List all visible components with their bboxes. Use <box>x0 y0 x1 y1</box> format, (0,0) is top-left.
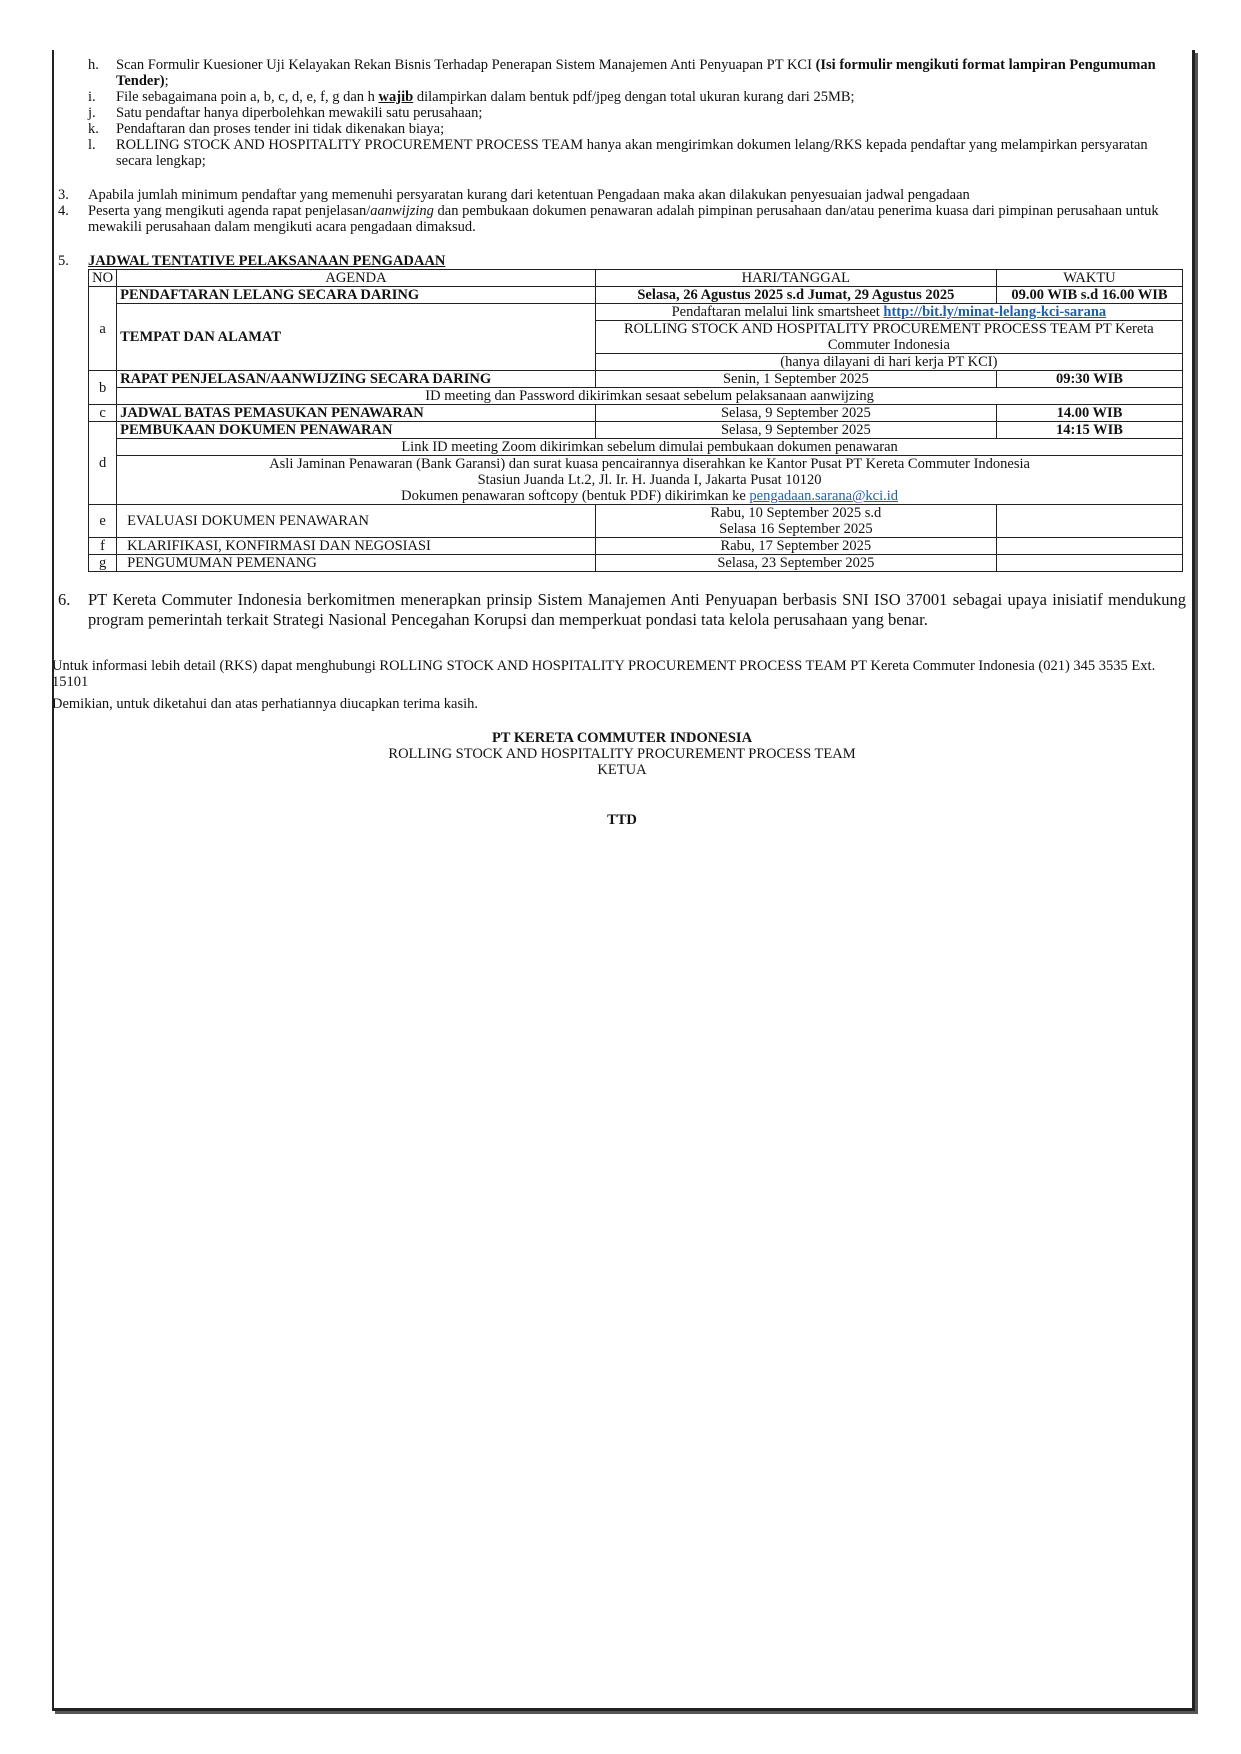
signature-role: KETUA <box>597 762 647 778</box>
row-time <box>996 555 1182 572</box>
table-row <box>89 388 1183 405</box>
item-italic: aanwijzing <box>370 203 434 219</box>
list-suffix: ; <box>164 73 169 89</box>
table-row <box>89 287 1183 304</box>
row-time: 09.00 WIB s.d 16.00 WIB <box>996 287 1182 304</box>
table-row <box>89 439 1183 456</box>
numbered-item-4 <box>58 203 1186 235</box>
header-date: HARI/TANGGAL <box>595 270 996 287</box>
row-date: Selasa, 9 September 2025 <box>595 422 996 439</box>
row-place-note: (hanya dilayani di hari kerja PT KCI) <box>595 354 1182 371</box>
table-row <box>89 456 1183 505</box>
row-time: 09:30 WIB <box>996 371 1182 388</box>
row-agenda: PEMBUKAAN DOKUMEN PENAWARAN <box>117 422 596 439</box>
table-row <box>89 405 1183 422</box>
row-time <box>996 538 1182 555</box>
list-item <box>88 121 1186 137</box>
schedule-title: JADWAL TENTATIVE PELAKSANAAN PENGADAAN <box>88 253 446 269</box>
row-agenda: EVALUASI DOKUMEN PENAWARAN <box>117 505 596 538</box>
list-text: Scan Formulir Kuesioner Uji Kelayakan Rekan Bisnis Terhadap Penerapan Sistem Manajemen Anti Penyuapan PT KCI <box>116 57 816 73</box>
email-link[interactable]: pengadaan.sarana@kci.id <box>749 488 899 504</box>
contact-info: Untuk informasi lebih detail (RKS) dapat menghubungi ROLLING STOCK AND HOSPITALITY PROCUREMENT PROCESS TEAM PT Kereta Commuter Indonesia (021) 345 3535 Ext. 15101 <box>52 658 1156 690</box>
row-place-team: ROLLING STOCK AND HOSPITALITY PROCUREMENT PROCESS TEAM PT Kereta Commuter Indonesia <box>595 321 1182 354</box>
row-date: Selasa, 23 September 2025 <box>595 555 996 572</box>
schedule-table <box>88 269 1183 572</box>
table-row <box>89 371 1183 388</box>
table-row <box>89 505 1183 538</box>
item-number: 3. <box>58 187 69 203</box>
header-agenda: AGENDA <box>117 270 596 287</box>
row-no: d <box>89 422 117 505</box>
row-no: b <box>89 371 117 405</box>
numbered-item-5 <box>58 253 1186 269</box>
submission-line-1: Asli Jaminan Penawaran (Bank Garansi) dan surat kuasa pencairannya diserahkan ke Kantor Pusat PT Kereta Commuter Indonesia <box>269 456 1030 472</box>
row-agenda: JADWAL BATAS PEMASUKAN PENAWARAN <box>117 405 596 422</box>
row-date: Senin, 1 September 2025 <box>595 371 996 388</box>
list-item <box>88 137 1186 169</box>
row-agenda: PENGUMUMAN PEMENANG <box>117 555 596 572</box>
numbered-item-6 <box>58 590 1186 630</box>
row-note: Link ID meeting Zoom dikirimkan sebelum dimulai pembukaan dokumen penawaran <box>117 439 1183 456</box>
row-agenda: TEMPAT DAN ALAMAT <box>117 304 596 371</box>
list-marker: h. <box>88 57 99 73</box>
list-item <box>88 57 1186 89</box>
date-start: Rabu, 10 September 2025 s.d <box>710 505 882 521</box>
row-date <box>595 505 996 538</box>
table-header-row <box>89 270 1183 287</box>
list-item <box>88 89 1186 105</box>
list-emphasis: wajib <box>378 89 414 105</box>
list-text: File sebagaimana poin a, b, c, d, e, f, g dan h <box>116 89 379 105</box>
header-no: NO <box>89 270 117 287</box>
header-time: WAKTU <box>996 270 1182 287</box>
item-number: 5. <box>58 253 69 269</box>
item-text-after: dan pembukaan dokumen penawaran adalah pimpinan perusahaan dan/atau penerima kuasa dari pimpinan perusahaan untuk mewakili perusahaan dalam mengikuti acara pengadaan dimaksud. <box>88 203 1159 235</box>
table-row <box>89 304 1183 321</box>
table-row <box>89 538 1183 555</box>
row-time <box>996 505 1182 538</box>
item-number: 6. <box>58 590 71 609</box>
date-end: Selasa 16 September 2025 <box>719 521 873 537</box>
row-no: c <box>89 405 117 422</box>
item-text: PT Kereta Commuter Indonesia berkomitmen menerapkan prinsip Sistem Manajemen Anti Penyuapan berbasis SNI ISO 37001 sebagai upaya inisiatif mendukung program pemerintah terkait Strategi Nasional Pencegahan Korupsi dan memperkuat pondasi tata kelola perusahaan yang benar. <box>88 590 1186 629</box>
row-note: ID meeting dan Password dikirimkan sesaat sebelum pelaksanaan aanwijzing <box>117 388 1183 405</box>
row-agenda: KLARIFIKASI, KONFIRMASI DAN NEGOSIASI <box>117 538 596 555</box>
list-marker: l. <box>88 137 96 153</box>
row-agenda: RAPAT PENJELASAN/AANWIJZING SECARA DARING <box>117 371 596 388</box>
item-text: Apabila jumlah minimum pendaftar yang memenuhi persyaratan kurang dari ketentuan Pengadaan maka akan dilakukan penyesuaian jadwal pengadaan <box>88 187 970 203</box>
submission-line-2: Stasiun Juanda Lt.2, Jl. Ir. H. Juanda I, Jakarta Pusat 10120 <box>477 472 822 488</box>
list-text: Satu pendaftar hanya diperbolehkan mewakili satu perusahaan; <box>116 105 483 121</box>
list-text-after: dilampirkan dalam bentuk pdf/jpeg dengan total ukuran kurang dari 25MB; <box>413 89 855 105</box>
email-prefix: Dokumen penawaran softcopy (bentuk PDF) dikirimkan ke <box>401 488 750 504</box>
signature-company: PT KERETA COMMUTER INDONESIA <box>491 730 753 746</box>
signature-block <box>58 730 1186 828</box>
row-date: Rabu, 17 September 2025 <box>595 538 996 555</box>
place-prefix: Pendaftaran melalui link smartsheet <box>671 304 884 320</box>
row-date: Selasa, 9 September 2025 <box>595 405 996 422</box>
row-no: f <box>89 538 117 555</box>
closing-thanks: Demikian, untuk diketahui dan atas perhatiannya diucapkan terima kasih. <box>52 696 479 712</box>
smartsheet-link[interactable]: http://bit.ly/minat-lelang-kci-sarana <box>883 304 1107 320</box>
list-marker: k. <box>88 121 99 137</box>
item-number: 4. <box>58 203 69 219</box>
requirements-list <box>88 57 1186 169</box>
list-text: Pendaftaran dan proses tender ini tidak dikenakan biaya; <box>116 121 445 137</box>
list-item <box>88 105 1186 121</box>
signature-mark: TTD <box>607 812 637 828</box>
row-time: 14:15 WIB <box>996 422 1182 439</box>
list-bold-text: (Isi formulir mengikuti format lampiran Pengumuman Tender) <box>116 57 1156 89</box>
submission-line-3 <box>120 488 1179 504</box>
document-body <box>52 57 1186 828</box>
row-place-link <box>595 304 1182 321</box>
list-text: ROLLING STOCK AND HOSPITALITY PROCUREMENT PROCESS TEAM hanya akan mengirimkan dokumen lelang/RKS kepada pendaftar yang melampirkan persyaratan secara lengkap; <box>116 137 1148 169</box>
row-no: g <box>89 555 117 572</box>
row-no: a <box>89 287 117 371</box>
table-row <box>89 555 1183 572</box>
numbered-item-3 <box>58 187 1186 203</box>
list-marker: j. <box>88 105 96 121</box>
item-text: Peserta yang mengikuti agenda rapat penjelasan/ <box>88 203 371 219</box>
signature-team: ROLLING STOCK AND HOSPITALITY PROCUREMENT PROCESS TEAM <box>388 746 856 762</box>
row-time: 14.00 WIB <box>996 405 1182 422</box>
row-date: Selasa, 26 Agustus 2025 s.d Jumat, 29 Agustus 2025 <box>595 287 996 304</box>
row-submission-note <box>117 456 1183 505</box>
list-marker: i. <box>88 89 96 105</box>
table-row <box>89 422 1183 439</box>
row-agenda: PENDAFTARAN LELANG SECARA DARING <box>117 287 596 304</box>
row-no: e <box>89 505 117 538</box>
